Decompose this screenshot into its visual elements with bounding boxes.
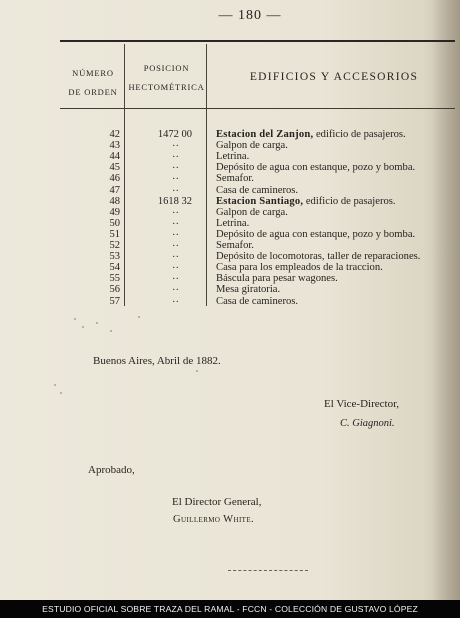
order-number: 43 — [109, 140, 120, 152]
hectometric-position: .. — [172, 204, 180, 216]
order-number: 49 — [109, 206, 120, 218]
building-description — [216, 262, 458, 273]
caption-bar — [0, 600, 460, 618]
table-row — [0, 293, 460, 307]
order-number: 52 — [109, 240, 120, 251]
caption-text: ESTUDIO OFICIAL SOBRE TRAZA DEL RAMAL - FCCN - COLECCIÓN DE GUSTAVO LÓPEZ — [42, 604, 418, 614]
building-description — [216, 229, 458, 240]
order-number: 55 — [109, 273, 120, 285]
table-row — [0, 226, 460, 240]
description-text: edificio de pasajeros. — [313, 129, 406, 140]
hectometric-position: .. — [172, 171, 180, 183]
paper-speck — [196, 370, 198, 372]
building-description — [216, 140, 458, 151]
hectometric-position: .. — [172, 149, 180, 161]
description-text: edificio de pasajeros. — [303, 195, 396, 207]
hectometric-position: .. — [172, 160, 180, 172]
hectometric-position: .. — [172, 238, 180, 249]
table-row — [0, 240, 460, 251]
order-number: 44 — [109, 151, 120, 163]
order-number: 45 — [109, 162, 120, 174]
building-description — [216, 240, 458, 251]
description-text: Galpon de carga. — [216, 206, 288, 218]
table-row — [0, 182, 460, 196]
vice-director-signature: C. Giagnoni. — [340, 418, 395, 429]
paper-speck — [96, 322, 98, 324]
table-row — [0, 173, 460, 184]
header-posicion-hectometrica — [127, 59, 206, 97]
table-row — [0, 215, 460, 229]
hectometric-position: 1472 00 — [157, 129, 192, 140]
building-description — [216, 273, 458, 284]
description-text: Depósito de locomotoras, taller de reparaciones. — [216, 251, 421, 263]
header-posicion-line1: POSICION — [143, 63, 190, 73]
paper-speck — [74, 318, 76, 320]
table-row — [0, 251, 460, 262]
description-text: Casa para los empleados de la traccion. — [216, 262, 383, 274]
description-text: Báscula para pesar wagones. — [216, 273, 338, 285]
building-description — [216, 162, 458, 173]
description-text: Casa de camineros. — [216, 295, 299, 307]
hectometric-position: .. — [172, 226, 180, 238]
building-description — [216, 284, 458, 295]
hectometric-position: .. — [172, 249, 180, 261]
table-row — [0, 129, 460, 140]
table-row — [0, 273, 460, 284]
table-top-rule — [60, 40, 455, 42]
header-edificios-y-accesorios: EDIFICIOS Y ACCESORIOS — [249, 71, 419, 83]
building-description — [216, 296, 458, 307]
hectometric-position: .. — [172, 138, 180, 150]
paper-speck — [138, 316, 140, 318]
paper-speck — [54, 384, 56, 386]
description-text: Galpon de carga. — [216, 140, 288, 152]
paper-speck — [82, 326, 84, 328]
building-description — [216, 207, 458, 218]
header-numero-line2: DE ORDEN — [68, 87, 118, 97]
order-number: 56 — [109, 284, 120, 296]
order-number: 57 — [109, 295, 120, 307]
order-number: 48 — [109, 195, 120, 207]
page-number: — 180 — — [218, 8, 282, 23]
table-row — [0, 140, 460, 151]
hectometric-position: .. — [172, 260, 180, 272]
building-description — [216, 173, 458, 184]
table-row — [0, 284, 460, 295]
header-numero-de-orden — [62, 64, 124, 102]
order-number: 46 — [109, 173, 120, 185]
hectometric-position: .. — [172, 182, 180, 194]
building-description — [216, 251, 458, 262]
description-text: Semafor. — [216, 173, 254, 185]
hectometric-position: .. — [172, 271, 180, 283]
building-description — [216, 196, 458, 207]
description-text: Letrina. — [216, 217, 250, 229]
table-row — [0, 204, 460, 218]
table-row — [0, 262, 460, 273]
place-and-date: Buenos Aires, Abril de 1882. — [93, 355, 221, 367]
hectometric-position: .. — [172, 293, 180, 305]
order-number: 42 — [109, 129, 120, 140]
director-general-title: El Director General, — [172, 496, 262, 508]
order-number: 51 — [109, 228, 120, 240]
order-number: 53 — [109, 251, 120, 263]
order-number: 50 — [109, 217, 120, 229]
table-row — [0, 151, 460, 162]
hectometric-position: 1618 32 — [157, 195, 192, 207]
building-description — [216, 151, 458, 162]
bottom-dashed-rule — [228, 570, 308, 571]
description-text: Depósito de agua con estanque, pozo y bomba. — [216, 162, 416, 174]
header-posicion-line2: HECTOMÉTRICA — [128, 82, 205, 92]
building-description — [216, 218, 458, 229]
paper-speck — [60, 392, 62, 394]
building-description — [216, 129, 458, 140]
approved-label: Aprobado, — [88, 464, 135, 476]
table-row — [0, 162, 460, 173]
description-text: Depósito de agua con estanque, pozo y bomba. — [216, 228, 416, 240]
order-number: 54 — [109, 262, 120, 274]
director-general-name: Guillermo White. — [173, 514, 255, 525]
description-text: Mesa giratoria. — [216, 284, 281, 296]
description-text: Semafor. — [216, 240, 254, 251]
description-text: Casa de camineros. — [216, 184, 299, 196]
paper-speck — [110, 330, 112, 332]
header-numero-line1: NÚMERO — [72, 68, 114, 78]
table-header-rule — [60, 108, 455, 109]
vice-director-title: El Vice-Director, — [324, 398, 400, 410]
hectometric-position: .. — [172, 282, 180, 294]
station-name: Estacion del Zanjon, — [216, 129, 314, 140]
hectometric-position: .. — [172, 215, 180, 227]
station-name: Estacion Santiago, — [216, 195, 304, 207]
building-description — [216, 185, 458, 196]
description-text: Letrina. — [216, 151, 250, 163]
order-number: 47 — [109, 184, 120, 196]
table-row — [0, 196, 460, 207]
